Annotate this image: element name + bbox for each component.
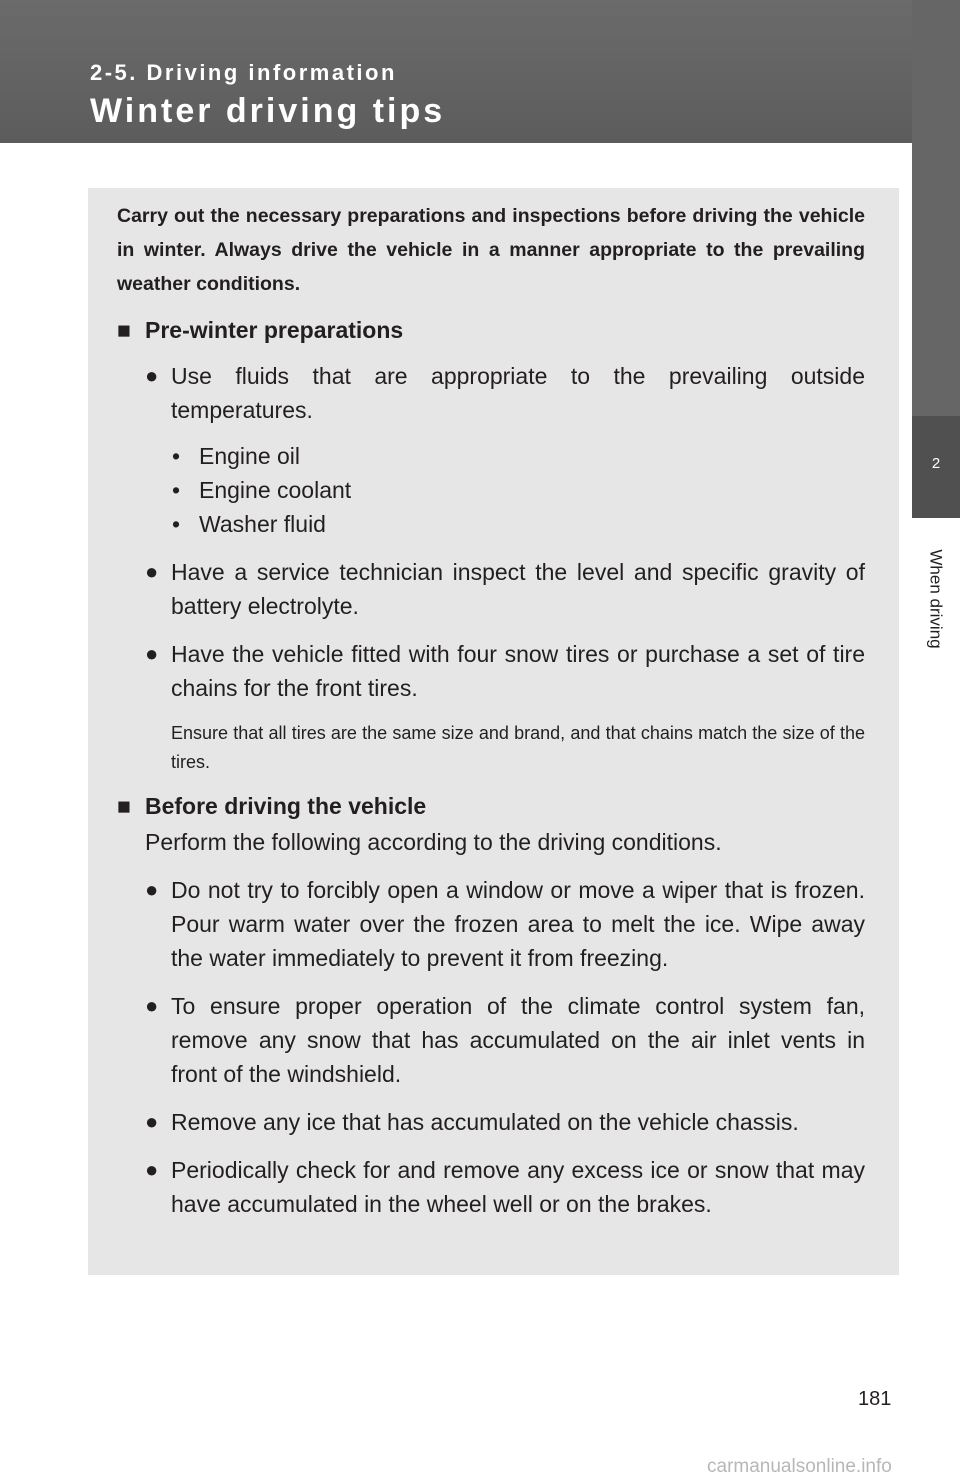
list-item <box>117 439 865 473</box>
side-tab-number: 2 <box>912 416 960 518</box>
bullet-dot: ● <box>145 1157 159 1182</box>
bullet-text: Use fluids that are appropriate to the prevailing outside temperatures. <box>171 363 865 423</box>
bullet-dot: ● <box>145 559 159 584</box>
intro-paragraph: Carry out the necessary preparations and inspections before driving the vehicle in winter. Always drive the vehicle in a manner appropriate to the prevailing weather conditions. <box>117 205 865 295</box>
list-item-text: Engine oil <box>199 443 301 469</box>
list-item-text: Washer fluid <box>199 511 326 537</box>
bullet-dot: ● <box>145 993 159 1018</box>
bullet-air-inlet <box>117 989 865 1091</box>
bullet-text: To ensure proper operation of the climate control system fan, remove any snow that has accumulated on the air inlet vents in front of the windshield. <box>171 993 865 1087</box>
heading-pre-winter <box>117 315 865 345</box>
square-marker: ■ <box>117 317 131 343</box>
bullet-dot: ● <box>145 363 159 388</box>
bullet-text: Have a service technician inspect the level and specific gravity of battery electrolyte. <box>171 559 865 619</box>
bullet-dot: ● <box>145 877 159 902</box>
bullet-tires <box>117 637 865 705</box>
heading-text: Before driving the vehicle <box>145 793 427 819</box>
tire-note: Ensure that all tires are the same size and brand, and that chains match the size of the tires. <box>171 723 865 772</box>
bullet-chassis-ice <box>117 1105 865 1139</box>
section-label: 2-5. Driving information <box>90 60 397 85</box>
side-tab-label <box>912 518 960 680</box>
page-header <box>0 0 960 143</box>
before-driving-intro: Perform the following according to the driving conditions. <box>145 829 722 855</box>
fluid-list <box>117 439 865 541</box>
watermark: carmanualsonline.info <box>707 1456 892 1477</box>
bullet-dot: ● <box>145 641 159 666</box>
sub-marker: • <box>172 477 181 503</box>
bullet-text: Have the vehicle fitted with four snow tires or purchase a set of tire chains for the front tires. <box>171 641 865 701</box>
content <box>117 199 865 1221</box>
bullet-text: Periodically check for and remove any excess ice or snow that may have accumulated in the wheel well or on the brakes. <box>171 1157 865 1217</box>
side-tab-bar <box>912 0 960 416</box>
list-item <box>117 473 865 507</box>
side-tab-label-text: When driving <box>927 549 946 649</box>
bullet-fluids <box>117 359 865 427</box>
bullet-battery <box>117 555 865 623</box>
page-title: Winter driving tips <box>90 92 446 130</box>
bullet-text: Remove any ice that has accumulated on the vehicle chassis. <box>171 1109 799 1135</box>
square-marker: ■ <box>117 793 131 819</box>
page-number: 181 <box>858 1388 892 1410</box>
list-item <box>117 507 865 541</box>
bullet-frozen-window <box>117 873 865 975</box>
heading-text: Pre-winter preparations <box>145 317 404 343</box>
sub-marker: • <box>172 443 181 469</box>
heading-before-driving <box>117 791 865 821</box>
bullet-text: Do not try to forcibly open a window or move a wiper that is frozen. Pour warm water over the frozen area to melt the ice. Wipe away the water immediately to prevent it from freezing. <box>171 877 865 971</box>
sub-marker: • <box>172 511 181 537</box>
bullet-wheel-well <box>117 1153 865 1221</box>
list-item-text: Engine coolant <box>199 477 352 503</box>
bullet-dot: ● <box>145 1109 159 1134</box>
